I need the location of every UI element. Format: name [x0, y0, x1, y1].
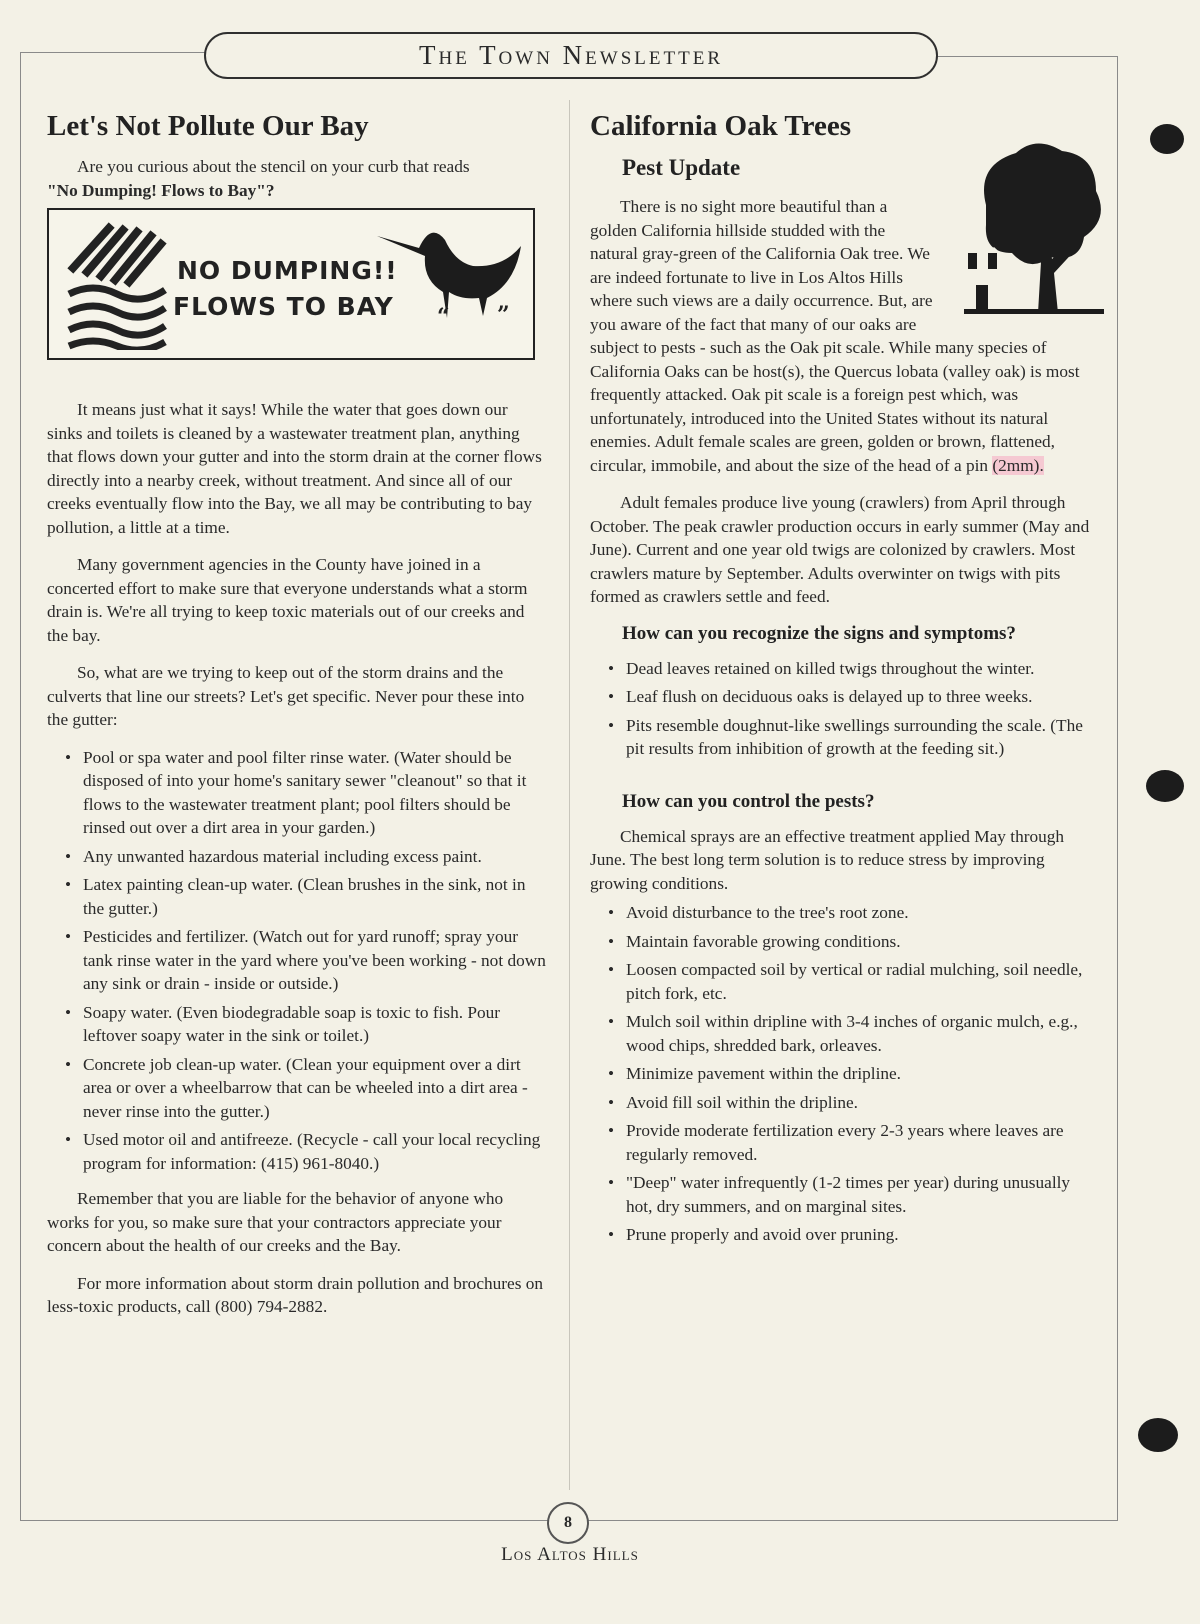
masthead — [204, 32, 938, 79]
page-number-text: 8 — [564, 1514, 572, 1531]
stencil-graphic — [47, 208, 535, 360]
left-paragraph-5: For more information about storm drain pollution and brochures on less-toxic products, call (800) 794-2882. — [47, 1273, 544, 1316]
list-item: • Maintain favorable growing conditions. — [608, 930, 1094, 954]
oak-tree-icon — [946, 135, 1106, 325]
binder-hole-bottom — [1138, 1418, 1178, 1452]
control-list — [590, 901, 1094, 1247]
right-paragraph-3: Chemical sprays are an effective treatment applied May through June. The best long term solution is to reduce stress by improving growing conditions. — [590, 826, 1065, 893]
svg-text:“: “ — [437, 304, 450, 328]
svg-text:”: ” — [497, 302, 510, 328]
left-article-title: Let's Not Pollute Our Bay — [47, 110, 369, 142]
frame-left — [20, 52, 21, 1520]
left-paragraph-1: It means just what it says! While the water that goes down our sinks and toilets is cleaned by a wastewater treatment plan, anything that flows down your gutter and into the storm drain at the corner flows directly into a nearby creek, without treatment. And since all of our creeks eventually flow into the Bay, we all may be contributing to bay pollution, a little at a time. — [47, 400, 542, 537]
list-item: • Prune properly and avoid over pruning. — [608, 1223, 1094, 1247]
tree-house-illustration — [946, 135, 1106, 325]
list-item: • Minimize pavement within the dripline. — [608, 1062, 1094, 1086]
pollutant-list — [47, 746, 547, 1176]
frame-top-left — [20, 52, 206, 53]
left-column — [47, 100, 547, 1333]
highlighted-measurement: (2mm). — [992, 455, 1044, 475]
intro-line-1: Are you curious about the stencil on your curb that reads — [77, 157, 470, 176]
left-paragraph-3: So, what are we trying to keep out of the storm drains and the culverts that line our streets? Let's get specific. Never pour these into the gutter: — [47, 663, 525, 729]
left-paragraph-2: Many government agencies in the County have joined in a concerted effort to make sure that everyone understands what a storm drain is. We're all trying to keep toxic materials out of our creeks and the bay. — [47, 555, 528, 645]
binder-hole-middle — [1146, 770, 1184, 802]
list-item: • Mulch soil within dripline with 3-4 inches of organic mulch, e.g., wood chips, shredded bark, orleaves. — [608, 1010, 1094, 1057]
list-item: • Leaf flush on deciduous oaks is delayed up to three weeks. — [608, 685, 1094, 709]
signs-list — [590, 657, 1094, 761]
signs-heading: How can you recognize the signs and symptoms? — [622, 622, 1016, 644]
bird-icon — [375, 218, 525, 328]
right-article-title: California Oak Trees — [590, 110, 851, 142]
frame-right — [1117, 56, 1118, 1520]
list-item: • Any unwanted hazardous material including excess paint. — [65, 845, 547, 869]
intro-line-2: "No Dumping! Flows to Bay"? — [47, 180, 275, 200]
list-item: • Avoid fill soil within the dripline. — [608, 1091, 1094, 1115]
column-divider — [569, 100, 570, 1490]
frame-top-right — [934, 56, 1118, 57]
list-item: • Used motor oil and antifreeze. (Recycle - call your local recycling program for information: (415) 961-8040.) — [65, 1128, 547, 1175]
control-heading: How can you control the pests? — [622, 790, 875, 812]
right-paragraph-1-text: There is no sight more beautiful than a golden California hillside studded with the natural gray-green of the California Oak tree. We are indeed fortunate to live in Los Altos Hills where such views are a daily occurrence. But, are you aware of the fact that many of our oaks are subject to pests - such as the Oak pit scale. While many species of California Oaks can be host(s), the Quercus lobata (valley oak) is most frequently attacked. Oak pit scale is a foreign pest which, was unfortunately, introduced into the United States without its natural enemies. Adult female scales are green, golden or brown, flattened, circular, immobile, and about the size of the head of a pin — [590, 197, 1080, 475]
list-item: • "Deep" water infrequently (1-2 times per year) during unusually hot, dry summers, and on marginal sites. — [608, 1171, 1094, 1218]
right-paragraph-2: Adult females produce live young (crawlers) from April through October. The peak crawler production occurs in early summer (May and June). Current and one year old twigs are colonized by crawlers. Most crawlers mature by September. Adults overwinter on twigs with pits formed as crawlers settle and feed. — [590, 493, 1090, 606]
list-item: • Dead leaves retained on killed twigs throughout the winter. — [608, 657, 1094, 681]
left-paragraph-4: Remember that you are liable for the behavior of anyone who works for you, so make sure that your contractors appreciate your concern about the health of our creeks and the Bay. — [47, 1189, 504, 1255]
masthead-title: The Town Newsletter — [418, 40, 723, 70]
left-intro — [47, 155, 547, 202]
waves-icon — [65, 220, 175, 350]
list-item: • Latex painting clean-up water. (Clean brushes in the sink, not in the gutter.) — [65, 873, 547, 920]
list-item: • Soapy water. (Even biodegradable soap is toxic to fish. Pour leftover soapy water in the sink or toilet.) — [65, 1001, 547, 1048]
list-item: • Avoid disturbance to the tree's root zone. — [608, 901, 1094, 925]
right-column — [590, 100, 1094, 1259]
page-number — [547, 1502, 589, 1544]
right-article-subtitle: Pest Update — [622, 155, 741, 180]
list-item: • Loosen compacted soil by vertical or radial mulching, soil needle, pitch fork, etc. — [608, 958, 1094, 1005]
list-item: • Provide moderate fertilization every 2-3 years where leaves are regularly removed. — [608, 1119, 1094, 1166]
footer-town-name: Los Altos Hills — [501, 1544, 639, 1565]
stencil-line-2: FLOWS TO BAY — [173, 292, 394, 321]
stencil-line-1: NO DUMPING!! — [177, 256, 398, 285]
list-item: • Pool or spa water and pool filter rinse water. (Water should be disposed of into your home's sanitary sewer "cleanout" so that it flows to the wastewater treatment plant; pool filters should be rinsed out over a dirt area in your garden.) — [65, 746, 547, 840]
list-item: • Pesticides and fertilizer. (Watch out for yard runoff; spray your tank rinse water in the yard where you've been working - not down any sink or drain - inside or outside.) — [65, 925, 547, 996]
list-item: • Concrete job clean-up water. (Clean your equipment over a dirt area or over a wheelbarrow that can be wheeled into a dirt area - never rinse into the gutter.) — [65, 1053, 547, 1124]
binder-hole-top — [1150, 124, 1184, 154]
list-item: • Pits resemble doughnut-like swellings surrounding the scale. (The pit results from inhibition of growth at the feeding sit.) — [608, 714, 1094, 761]
